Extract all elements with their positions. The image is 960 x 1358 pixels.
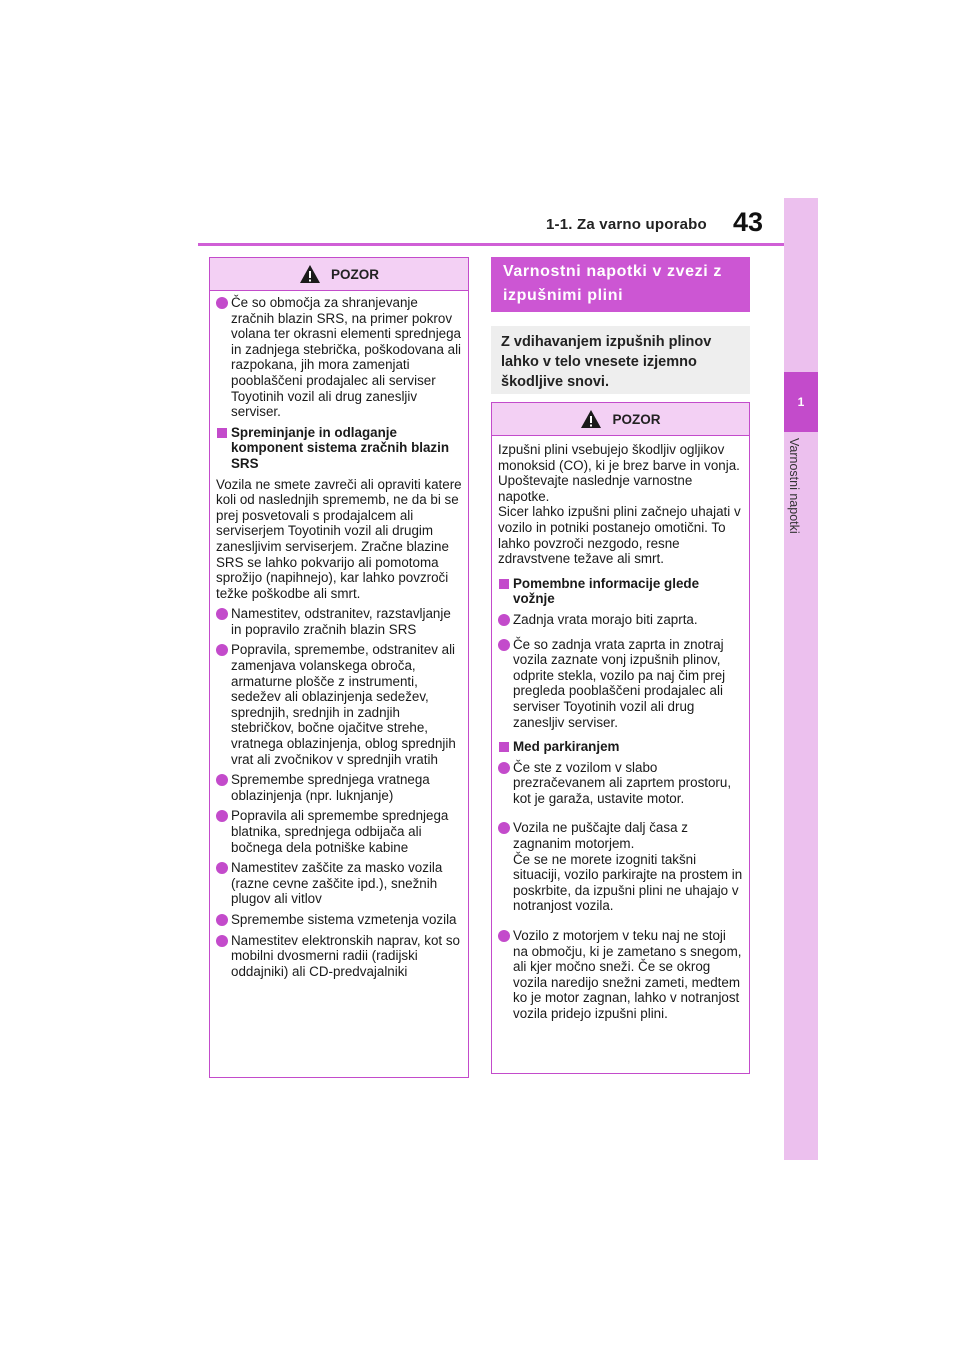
warning-icon xyxy=(580,409,602,429)
list-item xyxy=(216,933,462,980)
warning-label: POZOR xyxy=(612,411,661,427)
bullet-dot xyxy=(498,762,510,774)
list-item xyxy=(498,928,743,1022)
subheading-text: Spreminjanje in odlaganje komponent sistema zračnih blazin SRS xyxy=(231,424,450,471)
square-bullet xyxy=(217,428,227,438)
chapter-title: Varnostni napotki xyxy=(787,438,801,534)
list-item-text: Zadnja vrata morajo biti zaprta. xyxy=(513,611,698,627)
bullet-dot xyxy=(216,608,228,620)
bullet-dot xyxy=(216,862,228,874)
left-warning-header xyxy=(210,258,468,291)
running-header: 1-1. Za varno uporabo xyxy=(546,216,707,233)
section-title: Varnostni napotki v zvezi z izpušnimi plini xyxy=(491,257,750,312)
right-warning-box xyxy=(491,402,750,1074)
square-bullet xyxy=(499,579,509,589)
bullet-dot xyxy=(498,930,510,942)
subheading xyxy=(498,576,743,607)
page-number: 43 xyxy=(733,207,764,237)
paragraph: Izpušni plini vsebujejo škodljiv ogljikov monoksid (CO), ki je brez barve in vonja. Upoštevajte naslednje varnostne napotke. Sicer lahko izpušni plini začnejo uhajati v vozilo in potniki postanejo omotični. To lahko povzroči nezgodo, resne zdravstvene težave ali smrt. xyxy=(498,442,741,567)
list-item xyxy=(216,772,462,803)
list-item-text: Spremembe sistema vzmetenja vozila xyxy=(231,911,457,927)
bullet-dot xyxy=(498,822,510,834)
list-item-text: Namestitev elektronskih naprav, kot so mobilni dvosmerni radii (radijski oddajniki) ali CD-predvajalniki xyxy=(231,932,460,979)
list-item-text: Popravila ali spremembe sprednjega blatnika, sprednjega odbijača ali bočnega dela potniške kabine xyxy=(231,808,449,855)
list-item-text: Namestitev zaščite za masko vozila (razne cevne zaščite ipd.), snežnih plugov ali vitlov xyxy=(231,860,443,907)
list-item-text: Če so zadnja vrata zaprta in znotraj vozila zaznate vonj izpušnih plinov, odprite stekla, vozilo pa naj čim prej pregleda pooblaščeni prodajalec ali serviser Toyotinih vozil ali drug zanesljiv serviser. xyxy=(513,636,726,730)
list-item xyxy=(216,295,462,420)
bullet-dot xyxy=(216,935,228,947)
warning-icon xyxy=(299,264,321,284)
list-item-text: Vozila ne puščajte dalj časa z zagnanim motorjem. Če se ne morete izogniti takšni situaciji, vozilo parkirajte na prostem in poskrbite, da izpušni plini ne uhajajo v notranjost vozila. xyxy=(513,820,743,914)
chapter-number-tab: 1 xyxy=(784,372,818,432)
list-item xyxy=(498,612,743,628)
list-item-text: Namestitev, odstranitev, razstavljanje in popravilo zračnih blazin SRS xyxy=(231,606,451,637)
bullet-dot xyxy=(498,614,510,626)
paragraph: Vozila ne smete zavreči ali opraviti katere koli od naslednjih sprememb, ne da bi se prej posvetovali s prodajalcem ali serviserjem Toyotinih vozil ali drugim zanesljivim serviserjem. Zračne blazine SRS se lahko pokvarijo ali pomotoma sprožijo (napihnejo), kar lahko povzroči težke poškodbe ali smrt. xyxy=(216,476,462,601)
list-item xyxy=(216,642,462,767)
subheading xyxy=(216,425,462,472)
header-divider xyxy=(198,243,784,246)
list-item-text: Spremembe sprednjega vratnega oblazinjenja (npr. luknjanje) xyxy=(231,772,430,803)
left-warning-body xyxy=(210,291,468,988)
list-item xyxy=(498,760,743,807)
subheading-text: Med parkiranjem xyxy=(513,739,620,755)
warning-label: POZOR xyxy=(330,266,379,282)
section-summary: Z vdihavanjem izpušnih plinov lahko v telo vnesete izjemno škodljive snovi. xyxy=(491,326,750,394)
list-item-text: Če ste z vozilom v slabo prezračevanem ali zaprtem prostoru, kot je garaža, ustavite motor. xyxy=(513,759,732,806)
subheading xyxy=(498,739,743,755)
bullet-dot xyxy=(498,639,510,651)
list-item xyxy=(216,912,462,928)
chapter-sidebar xyxy=(784,198,818,1160)
list-item-text: Vozilo z motorjem v teku naj ne stoji na območju, ki je zametano s snegom, ali kjer močno sneži. Če se okrog vozila naredijo snežni zameti, medtem ko je motor zagnan, lahko v notranjost vozila pridejo izpušni plini. xyxy=(513,928,742,1021)
subheading-text: Pomembne informacije glede vožnje xyxy=(513,575,700,607)
list-item xyxy=(498,820,743,914)
bullet-dot xyxy=(216,297,228,309)
bullet-dot xyxy=(216,774,228,786)
right-warning-body xyxy=(492,436,749,1031)
list-item-text: Če so območja za shranjevanje zračnih blazin SRS, na primer pokrov volana ter okrasni elementi sprednjega in zadnjega stebrička, poškodovana ali razpokana, jih mora zamenjati pooblaščeni prodajalec ali serviser Toyotinih vozil ali drug zanesljiv serviser. xyxy=(231,295,462,420)
list-item xyxy=(216,606,462,637)
list-item xyxy=(498,637,743,731)
left-warning-box xyxy=(209,257,469,1078)
list-item-text: Popravila, spremembe, odstranitev ali zamenjava volanskega obroča, armaturne plošče z instrumenti, sedežev ali oblazinjenja sedežev, sprednjih, srednjih in zadnjih stebričkov, bočne ojačitve strehe, vratnega oblazinjenja, oblog sprednjih vrat ali zvočnikov v sprednjih vratih xyxy=(231,642,456,767)
list-item xyxy=(216,860,462,907)
square-bullet xyxy=(499,742,509,752)
bullet-dot xyxy=(216,644,228,656)
right-warning-header xyxy=(492,403,749,436)
list-item xyxy=(216,808,462,855)
bullet-dot xyxy=(216,810,228,822)
bullet-dot xyxy=(216,914,228,926)
